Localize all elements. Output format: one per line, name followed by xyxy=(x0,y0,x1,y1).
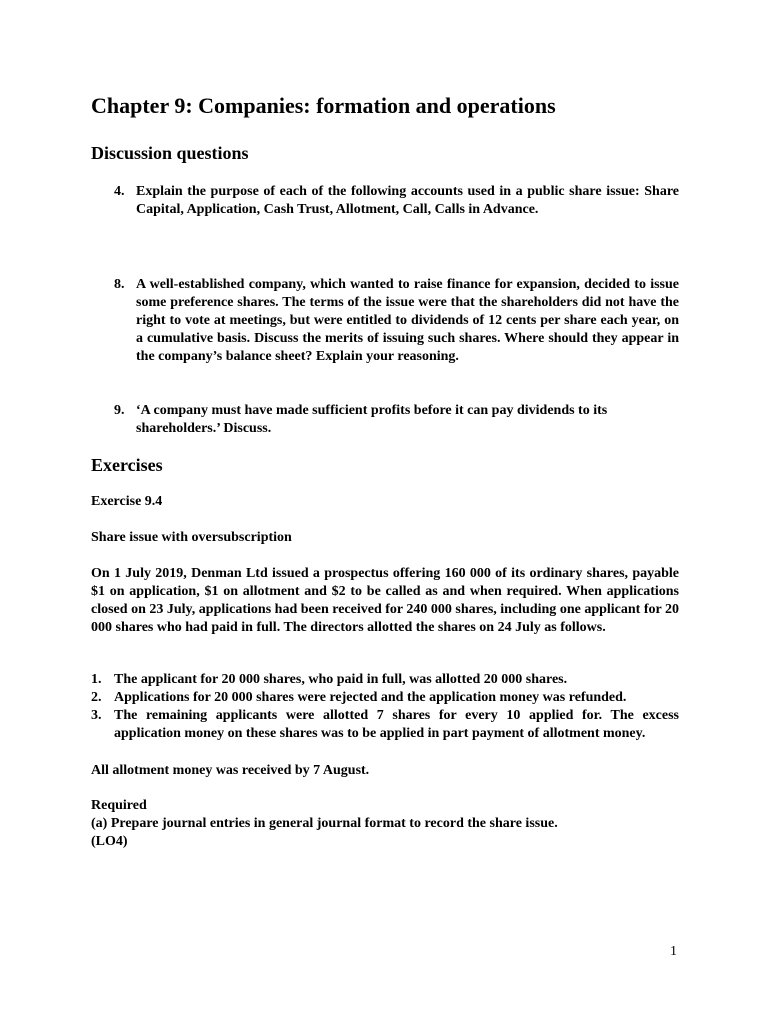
list-number: 1. xyxy=(91,672,102,687)
chapter-title: Chapter 9: Companies: formation and operations xyxy=(91,93,556,118)
question-text: Explain the purpose of each of the following accounts used in a public share issue: Share Capital, Application, Cash Trust, Allotment, Call, Calls in Advance. xyxy=(136,184,679,217)
question-text: ‘A company must have made sufficient profits before it can pay dividends to its shareholders.’ Discuss. xyxy=(136,403,608,436)
discussion-heading: Discussion questions xyxy=(91,143,249,163)
question-text: A well-established company, which wanted to raise finance for expansion, decided to issue some preference shares. The terms of the issue were that the shareholders did not have the right to vote at meetings, but were entitled to dividends of 12 cents per share each year, on a cumulative basis. Discuss the merits of issuing such shares. Where should they appear in the company’s balance sheet? Explain your reasoning. xyxy=(136,277,679,364)
allotment-note: All allotment money was received by 7 August. xyxy=(91,763,370,778)
question-number: 4. xyxy=(114,184,125,199)
question-number: 9. xyxy=(114,403,125,418)
exercises-heading: Exercises xyxy=(91,455,163,475)
exercise-label: Exercise 9.4 xyxy=(91,494,163,509)
exercise-intro: On 1 July 2019, Denman Ltd issued a prospectus offering 160 000 of its ordinary shares, payable $1 on application, $1 on allotment and $2 to be called as and when required. When applications closed on 23 July, applications had been received for 240 000 shares, including one applicant for 20 000 shares who had paid in full. The directors allotted the shares on 24 July as follows. xyxy=(91,566,679,635)
page-number: 1 xyxy=(670,944,677,959)
question-number: 8. xyxy=(114,277,125,292)
list-text: The remaining applicants were allotted 7 shares for every 10 applied for. The excess application money on these shares was to be applied in part payment of allotment money. xyxy=(114,708,679,741)
list-text: Applications for 20 000 shares were rejected and the application money was refunded. xyxy=(114,690,627,705)
learning-objective: (LO4) xyxy=(91,834,128,849)
exercise-title: Share issue with oversubscription xyxy=(91,530,292,545)
list-number: 3. xyxy=(91,708,102,723)
list-text: The applicant for 20 000 shares, who paid in full, was allotted 20 000 shares. xyxy=(114,672,568,687)
required-label: Required xyxy=(91,798,147,813)
required-part-a: (a) Prepare journal entries in general journal format to record the share issue. xyxy=(91,816,558,831)
list-number: 2. xyxy=(91,690,102,705)
